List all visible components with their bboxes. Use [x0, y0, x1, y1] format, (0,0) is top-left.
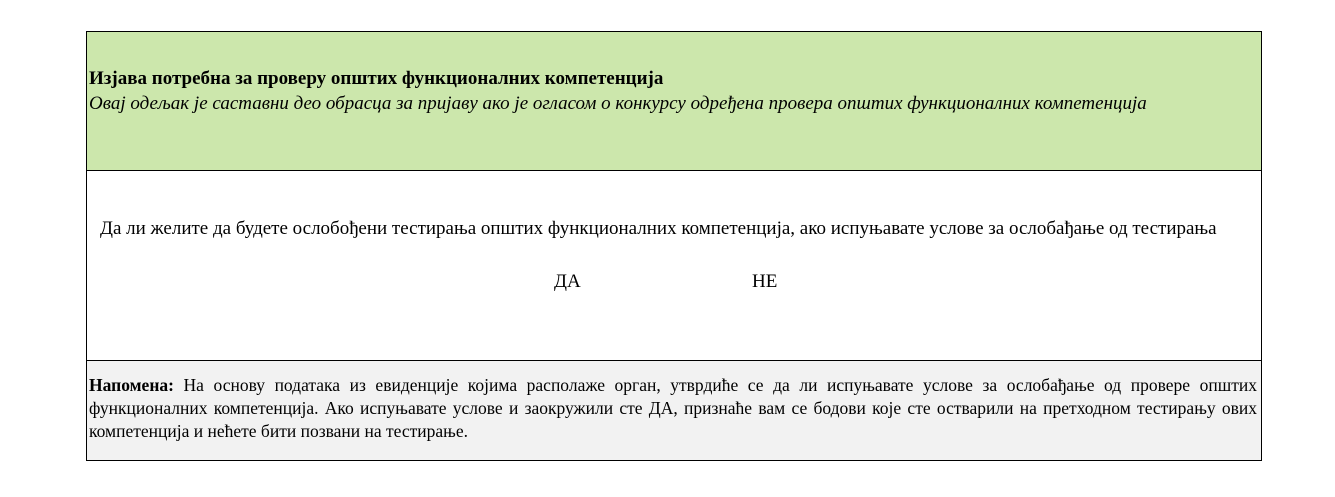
note-section — [87, 361, 1261, 460]
answer-no[interactable]: НЕ — [752, 271, 778, 292]
answer-yes[interactable]: ДА — [554, 271, 581, 292]
section-title: Изјава потребна за проверу општих функционалних компетенција — [89, 68, 664, 89]
section-header — [87, 32, 1261, 171]
competency-declaration-form — [86, 31, 1262, 461]
question-section — [87, 171, 1261, 361]
answer-options — [100, 271, 1239, 301]
note-label: Напомена: — [89, 375, 174, 395]
section-subtitle: Овај одељак је саставни део обрасца за пријаву ако је огласом о конкурсу одређена провера општих функционалних компетенција — [89, 93, 1147, 114]
note-text: На основу података из евиденције којима располаже орган, утврдиће се да ли испуњавате услове за ослобађање од провере општих функционалних компетенција. Ако испуњавате услове и заокружили сте ДА, признаће вам се бодови које сте остварили на претходном тестирању ових компетенција и нећете бити позвани на тестирање. — [89, 375, 1257, 441]
question-text: Да ли желите да будете ослобођени тестирања општих функционалних компетенција, ако испуњавате услове за ослобађање од тестирања — [100, 218, 1217, 239]
